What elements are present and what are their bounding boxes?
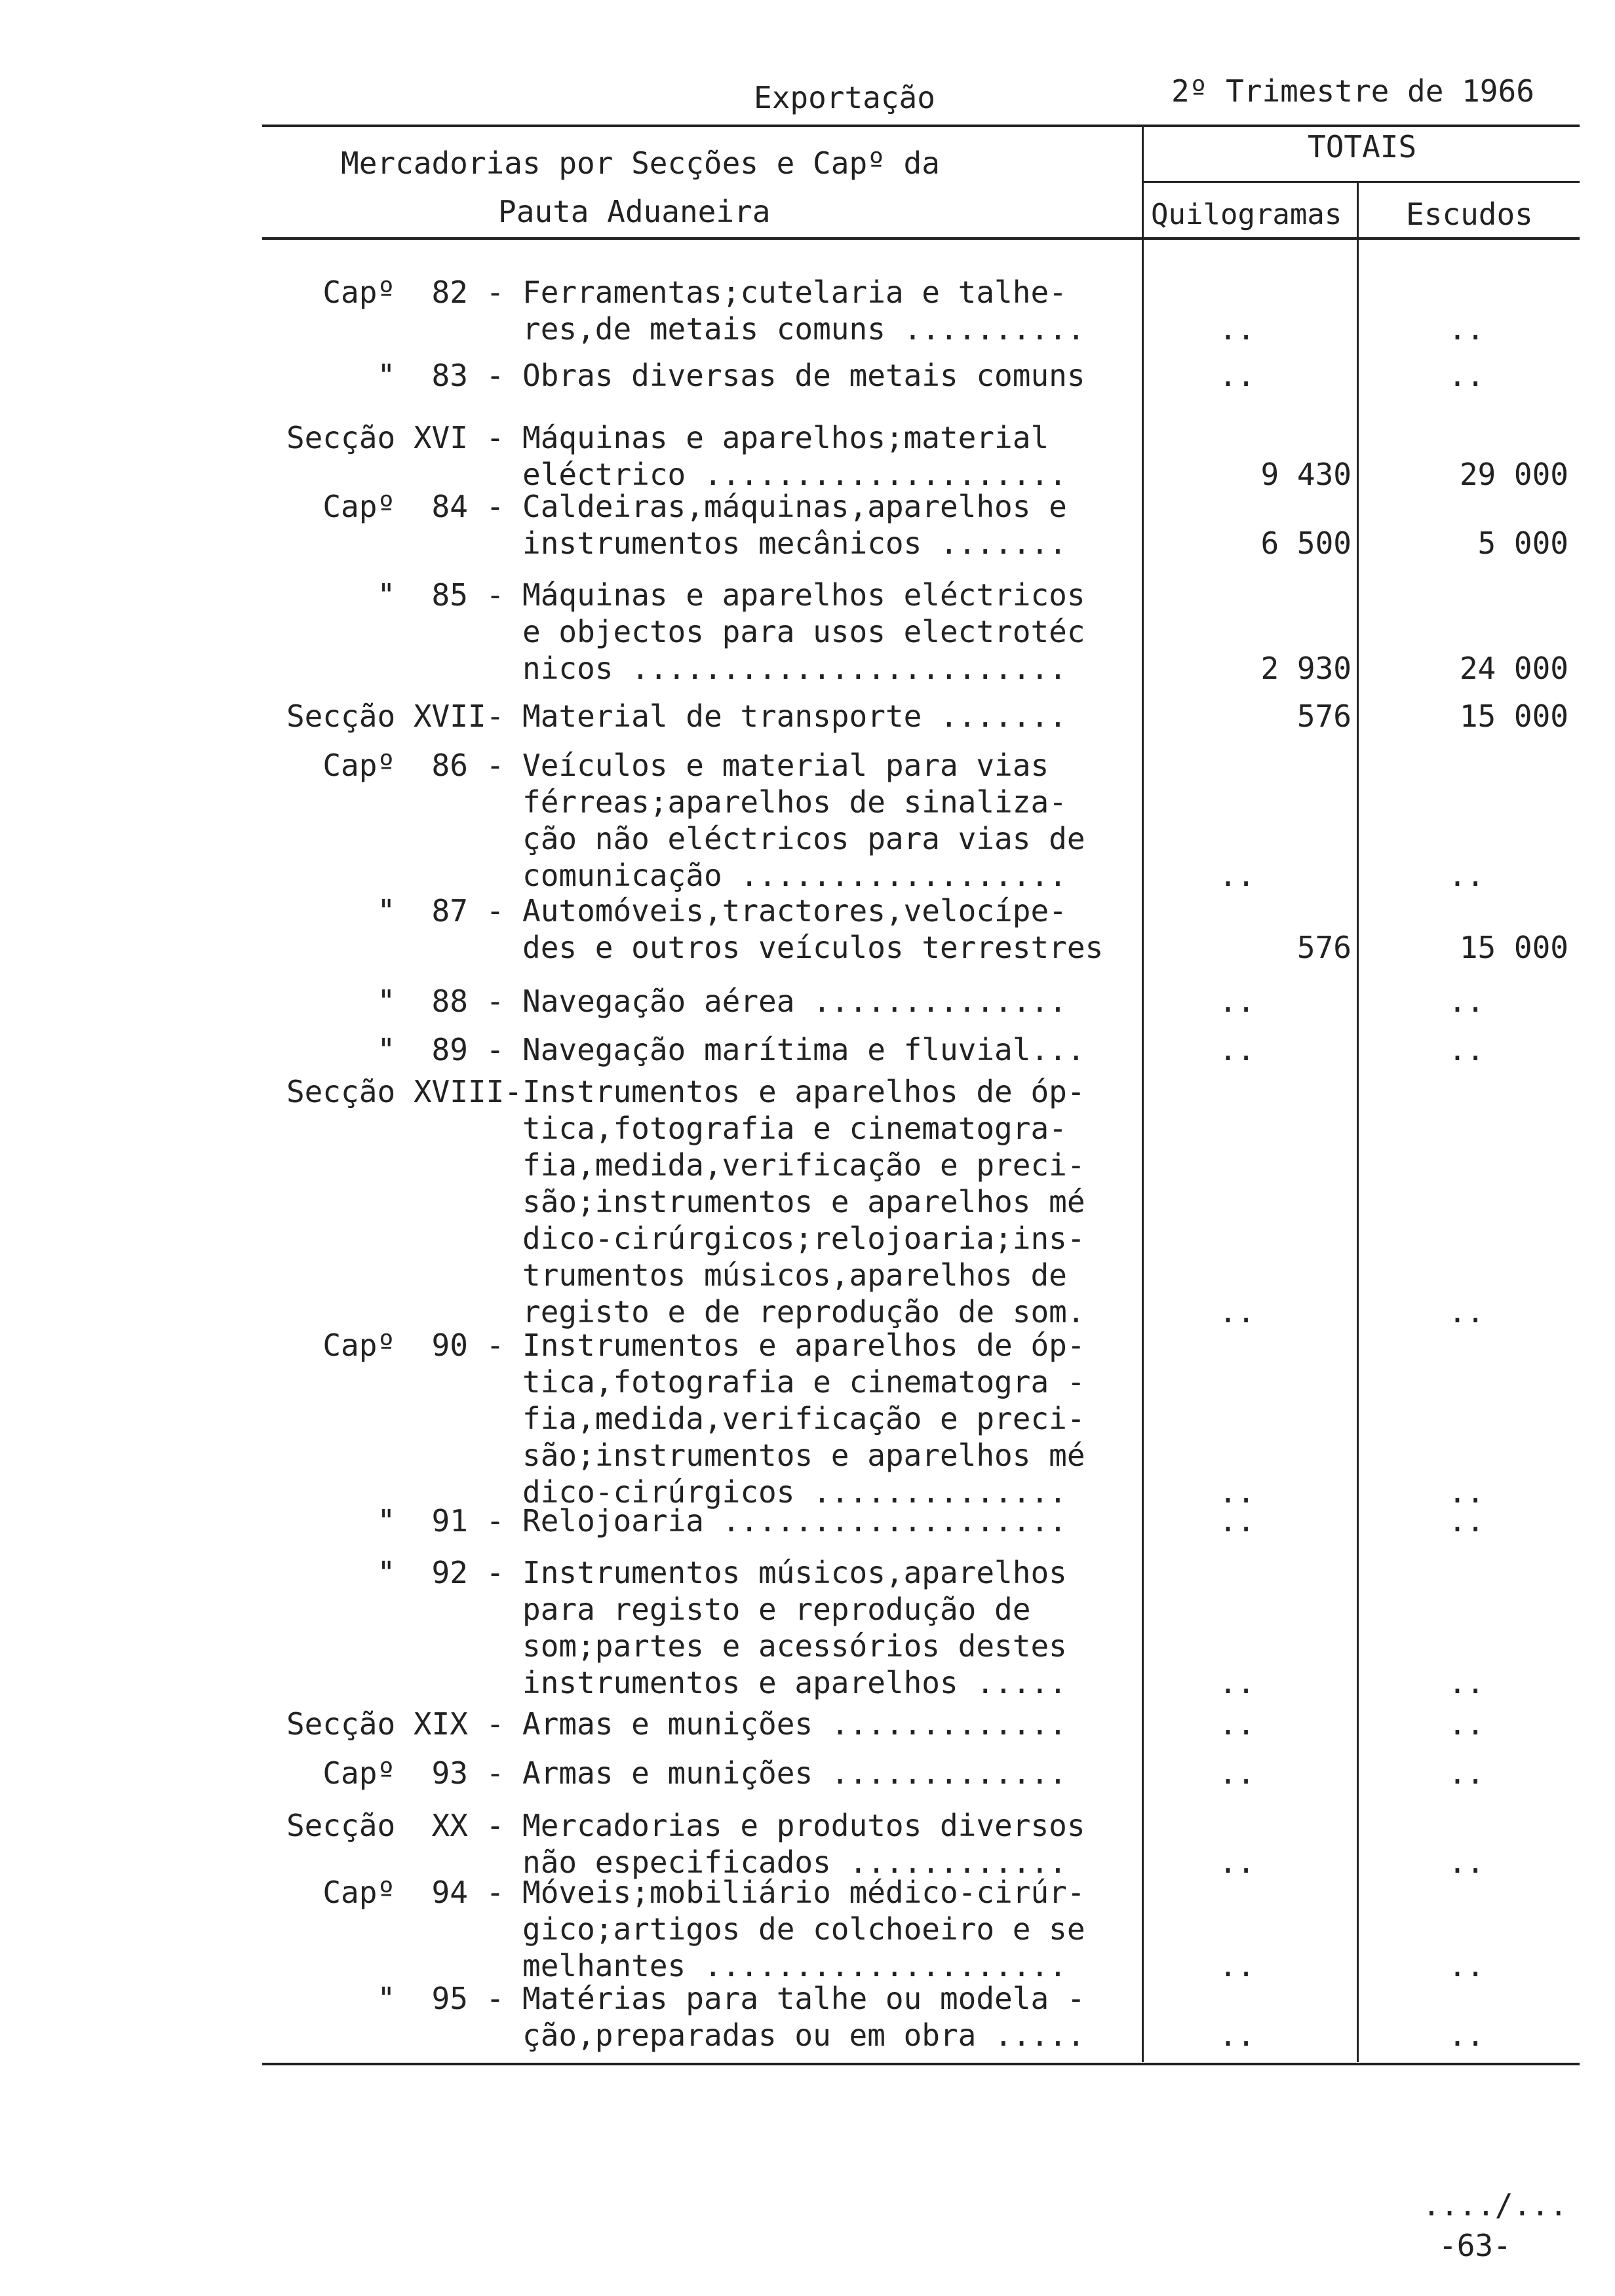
escudos-value: .. (1448, 1845, 1485, 1880)
row-description (522, 419, 1067, 493)
description-line: Navegação aérea .............. (522, 984, 1067, 1019)
escudos-value: .. (1448, 1294, 1485, 1330)
description-line: Instrumentos músicos,aparelhos (522, 1555, 1067, 1590)
description-line: Móveis;mobiliário médico-cirúr- (522, 1875, 1085, 1910)
description-line: Armas e munições ............. (522, 1706, 1067, 1742)
kilograms-value: .. (1218, 1032, 1255, 1067)
header-top-rule (262, 124, 1580, 127)
row-description (522, 1073, 1085, 1330)
description-line: ção,preparadas ou em obra ..... (522, 2018, 1085, 2053)
row-code: Capº 82 - (322, 275, 522, 310)
description-line: não especificados ............ (522, 1845, 1067, 1880)
row-description (522, 1755, 1067, 1791)
row-description (522, 1554, 1067, 1701)
description-line: comunicação .................. (522, 858, 1067, 893)
column-header-totals: TOTAIS (1308, 129, 1417, 164)
row-code: Capº 84 - (322, 489, 522, 524)
row-description (522, 1706, 1067, 1742)
kilograms-value: .. (1218, 358, 1255, 393)
kilograms-value: .. (1218, 1948, 1255, 1983)
row-description (522, 983, 1067, 1020)
table-bottom-rule (262, 2063, 1580, 2065)
kilograms-value: .. (1218, 1665, 1255, 1700)
description-line: tica,fotografia e cinematogra - (522, 1364, 1085, 1400)
row-code: " 91 - (377, 1503, 522, 1539)
row-code: Secção XVI - (286, 420, 522, 455)
row-code: Secção XVII- (286, 698, 522, 734)
header-bottom-rule (262, 237, 1580, 240)
kilograms-value: 6 500 (1260, 526, 1352, 561)
kilograms-value: .. (1218, 1755, 1255, 1791)
description-line: eléctrico .................... (522, 457, 1067, 492)
description-line: Caldeiras,máquinas,aparelhos e (522, 489, 1067, 524)
column-header-kilograms: Quilogramas (1151, 198, 1342, 231)
kilograms-value: .. (1218, 858, 1255, 893)
description-line: Navegação marítima e fluvial... (522, 1032, 1085, 1067)
kilograms-value: 9 430 (1260, 457, 1352, 492)
escudos-value: .. (1448, 1474, 1485, 1510)
description-line: são;instrumentos e aparelhos mé (522, 1438, 1085, 1473)
row-description (522, 747, 1085, 894)
description-line: e objectos para usos electrotéc (522, 614, 1085, 649)
row-description (522, 1031, 1085, 1068)
report-title: Exportação (754, 80, 935, 115)
description-line: trumentos músicos,aparelhos de (522, 1257, 1067, 1293)
description-line: fia,medida,verificação e preci- (522, 1147, 1085, 1183)
kilograms-value: .. (1218, 1474, 1255, 1510)
row-code: Secção XVIII- (286, 1074, 522, 1109)
kilograms-value: .. (1218, 984, 1255, 1019)
row-description (522, 1807, 1085, 1881)
description-line: instrumentos mecânicos ....... (522, 526, 1067, 561)
row-code: " 85 - (377, 577, 522, 613)
period-label: 2º Trimestre de 1966 (1171, 73, 1534, 109)
description-line: Ferramentas;cutelaria e talhe- (522, 275, 1067, 310)
description-line: Automóveis,tractores,velocípe- (522, 893, 1067, 928)
kilograms-value: .. (1218, 1706, 1255, 1742)
escudos-value: .. (1448, 1665, 1485, 1700)
description-line: instrumentos e aparelhos ..... (522, 1665, 1067, 1700)
escudos-value: 24 000 (1459, 651, 1568, 686)
row-code: " 83 - (377, 358, 522, 393)
description-line: nicos ........................ (522, 651, 1067, 686)
description-line: Relojoaria ................... (522, 1503, 1067, 1539)
description-line: melhantes .................... (522, 1948, 1067, 1983)
escudos-value: 15 000 (1459, 698, 1568, 734)
kilograms-value: 576 (1296, 930, 1352, 965)
row-code: Capº 86 - (322, 748, 522, 783)
escudos-value: 29 000 (1459, 457, 1568, 492)
description-line: Máquinas e aparelhos eléctricos (522, 577, 1085, 613)
row-description (522, 1502, 1067, 1539)
column-header-merchandise-line1: Mercadorias por Secções e Capº da (341, 145, 940, 181)
kilograms-value: .. (1218, 1294, 1255, 1330)
description-line: des e outros veículos terrestres (522, 930, 1104, 965)
escudos-value: .. (1448, 311, 1485, 347)
row-code: " 87 - (377, 893, 522, 928)
kilograms-value: .. (1218, 1503, 1255, 1539)
description-line: Obras diversas de metais comuns (522, 358, 1085, 393)
row-description (522, 1874, 1085, 1984)
row-description (522, 1327, 1085, 1510)
description-line: tica,fotografia e cinematogra- (522, 1111, 1067, 1146)
description-line: Instrumentos e aparelhos de óp- (522, 1074, 1085, 1109)
row-description (522, 577, 1085, 687)
kilograms-value: .. (1218, 311, 1255, 347)
description-line: ção não eléctricos para vias de (522, 821, 1085, 856)
continuation-mark: ..../... (1422, 2187, 1568, 2223)
description-line: são;instrumentos e aparelhos mé (522, 1184, 1085, 1219)
row-description (522, 892, 1103, 966)
row-description (522, 698, 1067, 735)
description-line: fia,medida,verificação e preci- (522, 1401, 1085, 1436)
description-line: Armas e munições ............. (522, 1755, 1067, 1791)
description-line: gico;artigos de colchoeiro e se (522, 1911, 1085, 1947)
description-line: férreas;aparelhos de sinaliza- (522, 784, 1067, 820)
escudos-value: .. (1448, 1032, 1485, 1067)
escudos-value: .. (1448, 1706, 1485, 1742)
column-separator-main (1142, 126, 1144, 2062)
row-description (522, 357, 1085, 394)
row-code: " 88 - (377, 984, 522, 1019)
description-line: Veículos e material para vias (522, 748, 1049, 783)
row-code: " 95 - (377, 1981, 522, 2016)
description-line: Instrumentos e aparelhos de óp- (522, 1328, 1085, 1363)
description-line: dico-cirúrgicos;relojoaria;ins- (522, 1221, 1085, 1256)
page-number: -63- (1439, 2228, 1511, 2263)
row-code: Secção XIX - (286, 1706, 522, 1742)
kilograms-value: .. (1218, 2018, 1255, 2053)
escudos-value: .. (1448, 984, 1485, 1019)
description-line: para registo e reprodução de (522, 1592, 1031, 1627)
description-line: res,de metais comuns .......... (522, 311, 1085, 347)
row-code: Capº 94 - (322, 1875, 522, 1910)
column-header-merchandise-line2: Pauta Aduaneira (498, 194, 771, 229)
row-description (522, 1980, 1085, 2054)
escudos-value: .. (1448, 1948, 1485, 1983)
description-line: Matérias para talhe ou modela - (522, 1981, 1085, 2016)
row-description (522, 274, 1085, 347)
row-code: Capº 93 - (322, 1755, 522, 1791)
description-line: Máquinas e aparelhos;material (522, 420, 1049, 455)
column-header-escudos: Escudos (1406, 197, 1533, 232)
description-line: Material de transporte ....... (522, 698, 1067, 734)
kilograms-value: .. (1218, 1845, 1255, 1880)
row-code: Secção XX - (286, 1808, 522, 1843)
description-line: som;partes e acessórios destes (522, 1628, 1067, 1664)
escudos-value: 5 000 (1477, 526, 1568, 561)
row-code: Capº 90 - (322, 1328, 522, 1363)
escudos-value: .. (1448, 1755, 1485, 1791)
row-code: " 92 - (377, 1555, 522, 1590)
escudos-value: .. (1448, 358, 1485, 393)
escudos-value: .. (1448, 2018, 1485, 2053)
escudos-value: .. (1448, 1503, 1485, 1539)
column-separator-totals (1357, 182, 1359, 2062)
description-line: registo e de reprodução de som. (522, 1294, 1085, 1330)
kilograms-value: 2 930 (1260, 651, 1352, 686)
totals-rule (1144, 181, 1580, 183)
escudos-value: 15 000 (1459, 930, 1568, 965)
kilograms-value: 576 (1296, 698, 1352, 734)
row-code: " 89 - (377, 1032, 522, 1067)
description-line: dico-cirúrgicos .............. (522, 1474, 1067, 1510)
description-line: Mercadorias e produtos diversos (522, 1808, 1085, 1843)
row-description (522, 488, 1067, 562)
escudos-value: .. (1448, 858, 1485, 893)
